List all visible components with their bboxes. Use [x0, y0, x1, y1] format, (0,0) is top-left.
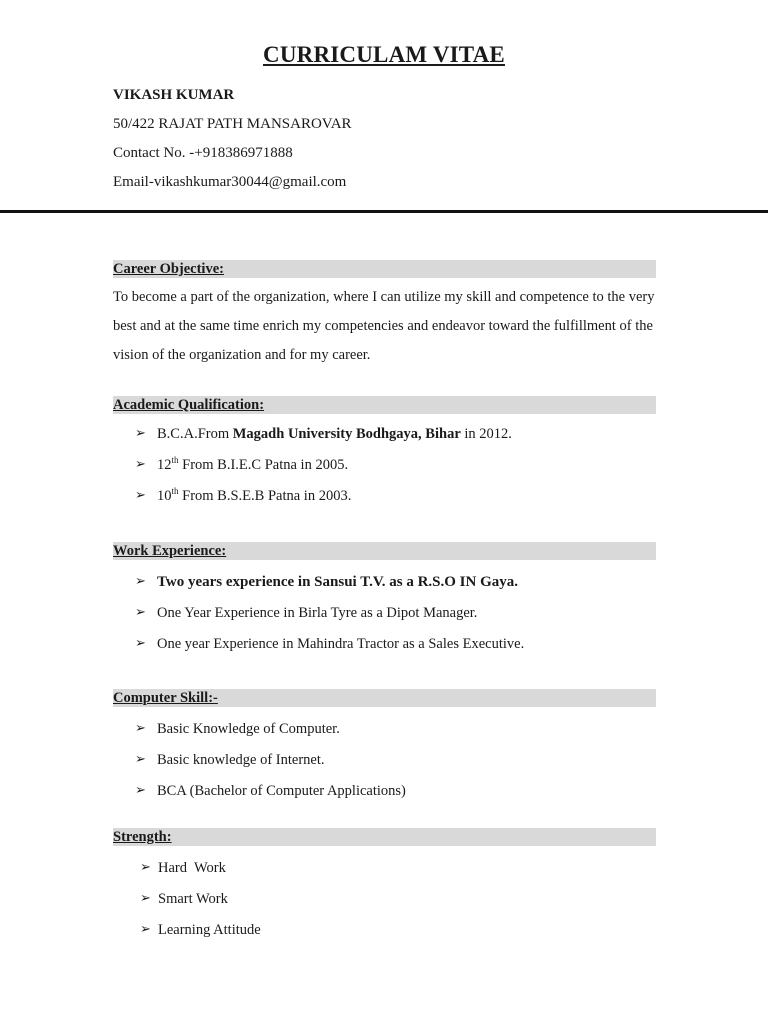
- arrow-bullet-icon: ➢: [135, 488, 146, 503]
- career-objective-section: [113, 260, 656, 370]
- arrow-bullet-icon: ➢: [135, 574, 146, 589]
- list-item: ➢ One Year Experience in Birla Tyre as a Dipot Manager.: [113, 601, 656, 632]
- contact-number: Contact No. -+918386971888: [113, 145, 293, 161]
- document-title: CURRICULAM VITAE: [263, 42, 505, 67]
- career-objective-heading: Career Objective:: [113, 260, 656, 278]
- address: 50/422 RAJAT PATH MANSAROVAR: [113, 116, 352, 132]
- arrow-bullet-icon: ➢: [135, 721, 146, 736]
- list-item: ➢ BCA (Bachelor of Computer Applications): [113, 779, 656, 810]
- arrow-bullet-icon: ➢: [140, 891, 151, 906]
- list-item: ➢ Two years experience in Sansui T.V. as a R.S.O IN Gaya.: [113, 570, 656, 601]
- candidate-name: VIKASH KUMAR: [113, 87, 235, 103]
- arrow-bullet-icon: ➢: [135, 636, 146, 651]
- list-item: ➢ Learning Attitude: [113, 918, 656, 949]
- header-divider: [0, 210, 768, 213]
- list-item: ➢ 12th From B.I.E.C Patna in 2005.: [113, 453, 656, 484]
- arrow-bullet-icon: ➢: [135, 783, 146, 798]
- strength-section: [113, 828, 656, 949]
- academic-heading: Academic Qualification:: [113, 396, 656, 414]
- academic-section: [113, 396, 656, 515]
- arrow-bullet-icon: ➢: [135, 426, 146, 441]
- email: Email-vikashkumar30044@gmail.com: [113, 174, 347, 190]
- list-item: ➢ Smart Work: [113, 887, 656, 918]
- arrow-bullet-icon: ➢: [135, 752, 146, 767]
- list-item: ➢ 10th From B.S.E.B Patna in 2003.: [113, 484, 656, 515]
- computer-skill-section: [113, 689, 656, 810]
- work-section: [113, 542, 656, 663]
- strength-heading: Strength:: [113, 828, 656, 846]
- arrow-bullet-icon: ➢: [135, 457, 146, 472]
- contact-block: [113, 84, 352, 200]
- arrow-bullet-icon: ➢: [140, 860, 151, 875]
- list-item: ➢ Basic knowledge of Internet.: [113, 748, 656, 779]
- arrow-bullet-icon: ➢: [140, 922, 151, 937]
- list-item: ➢ One year Experience in Mahindra Tractor as a Sales Executive.: [113, 632, 656, 663]
- work-heading: Work Experience:: [113, 542, 656, 560]
- list-item: ➢ Hard Work: [113, 856, 656, 887]
- computer-skill-heading: Computer Skill:-: [113, 689, 656, 707]
- career-objective-text: To become a part of the organization, where I can utilize my skill and competence to the very best and at the same time enrich my competencies and endeavor toward the fulfillment of the vision of the organization and for my career.: [113, 289, 655, 363]
- list-item: ➢ Basic Knowledge of Computer.: [113, 717, 656, 748]
- list-item: ➢ B.C.A.From Magadh University Bodhgaya, Bihar in 2012.: [113, 422, 656, 453]
- arrow-bullet-icon: ➢: [135, 605, 146, 620]
